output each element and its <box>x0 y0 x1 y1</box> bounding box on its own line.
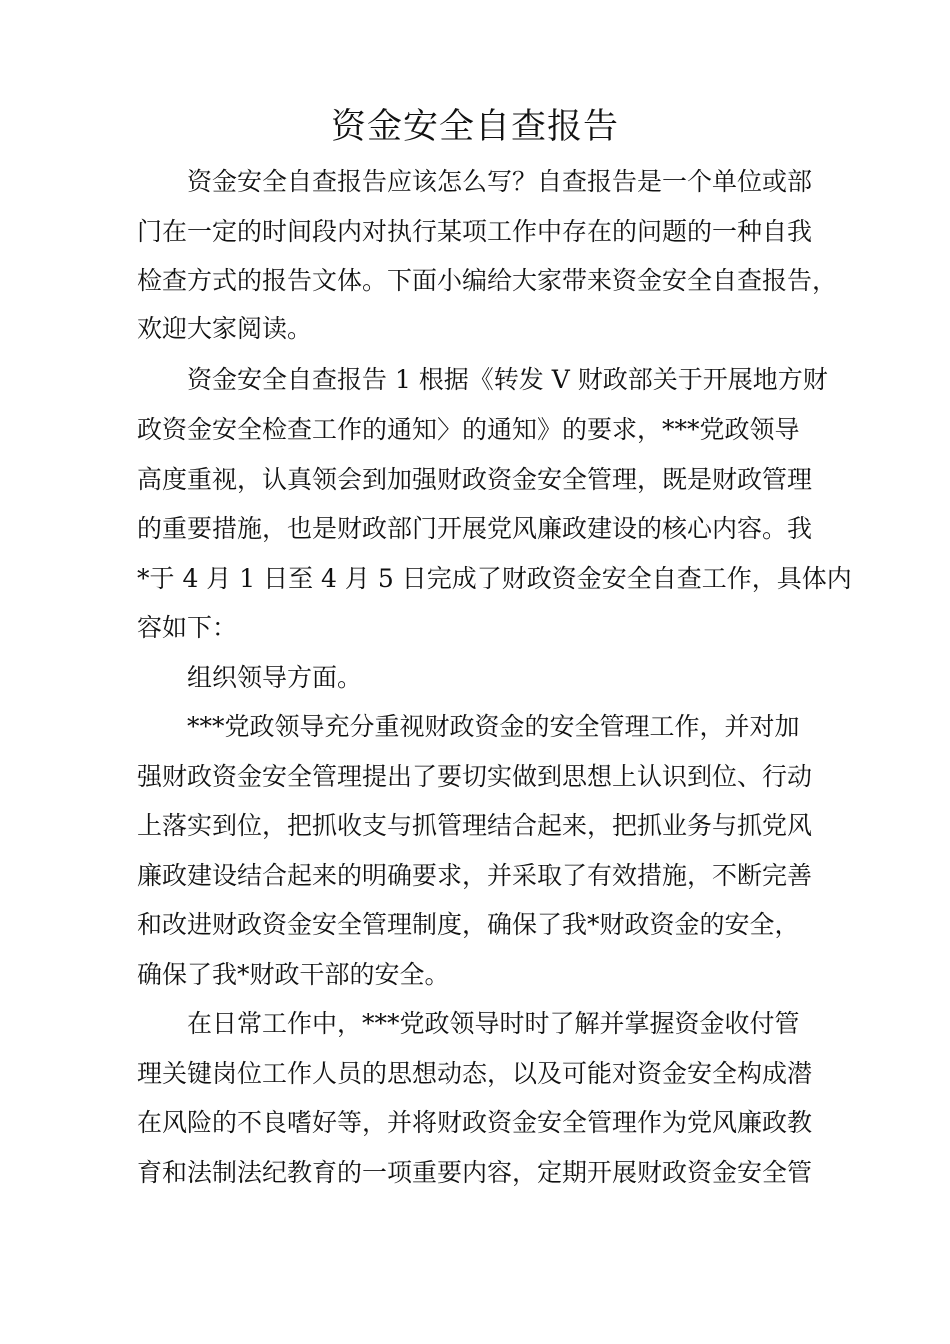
text-line: 高度重视，认真领会到加强财政资金安全管理，既是财政管理 <box>137 465 813 494</box>
text-line: ***党政领导充分重视财政资金的安全管理工作，并对加 <box>187 712 800 741</box>
text-line: 欢迎大家阅读。 <box>137 314 313 343</box>
text-line: 资金安全自查报告 1 根据《转发 V 财政部关于开展地方财 <box>187 365 828 394</box>
text-line: 和改进财政资金安全管理制度，确保了我*财政资金的安全， <box>137 910 800 939</box>
text-line: *于 4 月 1 日至 4 月 5 日完成了财政资金安全自查工作，具体内 <box>137 564 852 593</box>
text-line: 强财政资金安全管理提出了要切实做到思想上认识到位、行动 <box>137 762 813 791</box>
text-line: 政资金安全检查工作的通知〉的通知》的要求，***党政领导 <box>137 415 800 444</box>
document-title: 资金安全自查报告 <box>330 107 619 147</box>
text-line: 在日常工作中，***党政领导时时了解并掌握资金收付管 <box>187 1009 800 1038</box>
section-heading: 组织领导方面。 <box>187 663 363 692</box>
text-line: 检查方式的报告文体。下面小编给大家带来资金安全自查报告， <box>137 266 838 295</box>
text-line: 廉政建设结合起来的明确要求，并采取了有效措施，不断完善 <box>137 861 813 890</box>
text-line: 确保了我*财政干部的安全。 <box>137 960 450 989</box>
text-line: 育和法制法纪教育的一项重要内容，定期开展财政资金安全管 <box>137 1158 813 1187</box>
text-line: 理关键岗位工作人员的思想动态，以及可能对资金安全构成潜 <box>137 1059 813 1088</box>
text-line: 资金安全自查报告应该怎么写？自查报告是一个单位或部 <box>187 167 813 196</box>
text-line: 容如下： <box>137 613 238 642</box>
text-line: 门在一定的时间段内对执行某项工作中存在的问题的一种自我 <box>137 217 813 246</box>
text-line: 在风险的不良嗜好等，并将财政资金安全管理作为党风廉政教 <box>137 1108 813 1137</box>
text-line: 上落实到位，把抓收支与抓管理结合起来，把抓业务与抓党风 <box>137 811 813 840</box>
text-line: 的重要措施，也是财政部门开展党风廉政建设的核心内容。我 <box>137 514 813 543</box>
